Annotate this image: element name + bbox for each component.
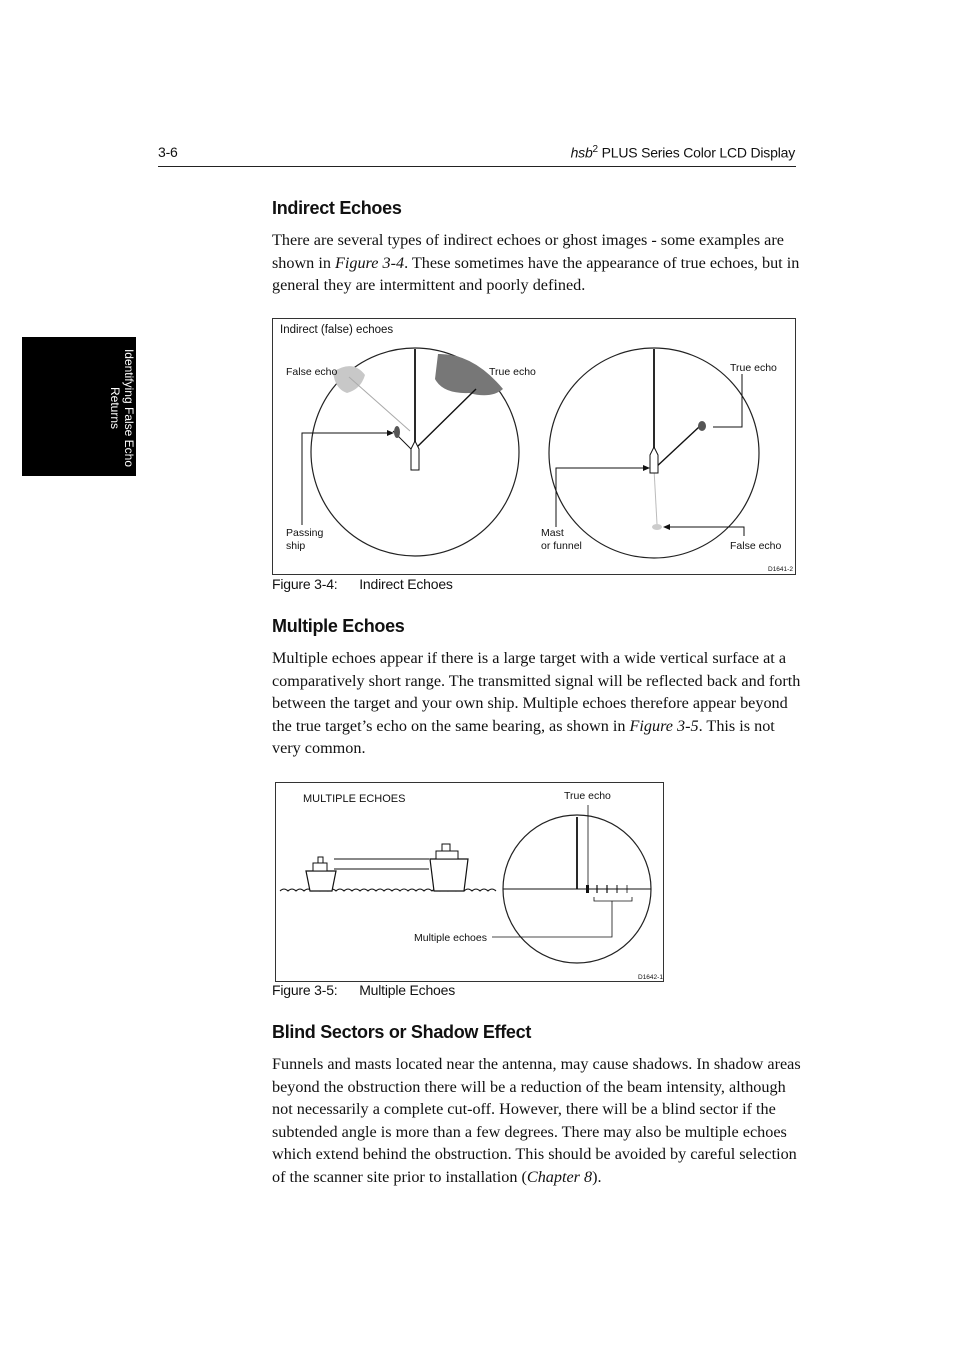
multiple-figure-ref: Figure 3-5: [629, 716, 699, 735]
fig4-title: Indirect (false) echoes: [280, 324, 394, 336]
fig5-multiple-echoes: Multiple echoes: [414, 932, 487, 944]
fig4-caption-text: Indirect Echoes: [359, 576, 453, 592]
paragraph-multiple-echoes: [272, 647, 802, 760]
fig5-title: MULTIPLE ECHOES: [303, 793, 406, 805]
running-header-product: hsb: [570, 144, 593, 161]
fig5-code: D1642-1: [638, 974, 663, 981]
indirect-text-a: There are several types of indirect echoes or ghost images - some examples are shown in: [272, 231, 784, 272]
running-header: [571, 144, 795, 161]
fig4-caption-num: Figure 3-4:: [272, 576, 338, 592]
fig4-mast-2: or funnel: [541, 540, 582, 552]
left-passing-ship: [394, 426, 400, 438]
indirect-text-b: . These sometimes have the appearance of true echoes, but in general they are intermittent and poorly defined.: [272, 253, 800, 294]
figure-3-4-caption: [272, 576, 453, 592]
right-true-echo-target: [698, 421, 706, 431]
right-mast-arrow: [643, 465, 650, 471]
target-ship-funnel: [442, 844, 450, 851]
right-false-echo-target: [652, 524, 662, 530]
figure-3-4-diagram: [273, 319, 795, 574]
blind-chapter-ref: Chapter 8: [526, 1167, 593, 1186]
chapter-side-tab-text: [96, 343, 136, 473]
fig4-passing-ship-1: Passing: [286, 527, 324, 539]
figure-3-5-diagram: [276, 783, 663, 981]
fig4-false-echo-right: False echo: [730, 540, 782, 552]
running-header-title: PLUS Series Color LCD Display: [597, 144, 795, 161]
right-own-ship-icon: [650, 447, 658, 473]
fig5-caption-text: Multiple Echoes: [359, 982, 456, 998]
header-rule: [158, 166, 796, 167]
right-false-echo-leader: [667, 527, 744, 536]
own-ship-funnel: [318, 857, 323, 863]
fig4-false-echo-left: False echo: [286, 366, 338, 378]
heading-multiple-echoes: Multiple Echoes: [272, 616, 405, 636]
figure-3-4: [272, 318, 796, 575]
left-false-echo-line: [349, 377, 410, 431]
fig5-caption-num: Figure 3-5:: [272, 982, 338, 998]
side-tab-line1: Identifying False Echo: [122, 348, 136, 468]
paragraph-blind-sectors: [272, 1053, 802, 1188]
figure-3-5: [275, 782, 664, 982]
fig4-code: D1641-2: [768, 566, 793, 573]
figure-3-5-caption: [272, 982, 455, 998]
multiple-text-a: Multiple echoes appear if there is a large target with a wide vertical surface at a comparatively short range. The transmitted signal will be reflected back and forth between the target and your own ship. Multiple echoes therefore appear beyond the true target’s echo on the same bearing, as shown in: [272, 649, 801, 735]
own-ship-cabin: [313, 863, 327, 871]
heading-indirect-echoes: Indirect Echoes: [272, 198, 402, 218]
indirect-figure-ref: Figure 3-4: [334, 253, 405, 272]
target-ship-cabin: [436, 851, 458, 859]
running-header-sup: 2: [592, 144, 598, 155]
own-ship-hull: [306, 871, 336, 891]
left-false-echo-blob: [333, 366, 365, 393]
fig5-true-echo-mark: [586, 885, 589, 893]
fig5-true-echo: True echo: [564, 790, 611, 802]
multiple-text-b: . This is not very common.: [272, 716, 775, 757]
blind-text-b: ).: [592, 1167, 602, 1186]
right-false-echo-arrow: [663, 524, 670, 530]
paragraph-indirect-echoes: [272, 229, 802, 297]
blind-text-a: Funnels and masts located near the antenna, may cause shadows. In shadow areas beyond the obstruction there will be a reduction of the beam intensity, although not necessarily a complete cut-off. However, there will be a blind sector if the subtended angle is more than a few degrees. There may also be multiple echoes which extend behind the obstruction. This should be avoided by careful selection of the scanner site prior to installation (: [272, 1055, 801, 1186]
fig4-passing-ship-2: ship: [286, 540, 306, 552]
target-ship-hull: [430, 859, 468, 891]
left-arrow-head: [387, 430, 394, 436]
right-true-echo-line: [654, 427, 699, 469]
right-mast-leader: [556, 468, 645, 527]
heading-blind-sectors: Blind Sectors or Shadow Effect: [272, 1022, 532, 1042]
right-true-echo-leader: [713, 374, 742, 427]
page-number: 3-6: [158, 144, 178, 160]
left-true-echo-line: [415, 389, 476, 449]
right-false-echo-line: [654, 469, 657, 524]
fig4-true-echo-left: True echo: [489, 366, 536, 378]
fig4-mast-1: Mast: [541, 527, 564, 539]
fig5-bracket: [594, 897, 632, 901]
fig4-true-echo-right: True echo: [730, 362, 777, 374]
side-tab-line2: Returns: [108, 386, 122, 430]
